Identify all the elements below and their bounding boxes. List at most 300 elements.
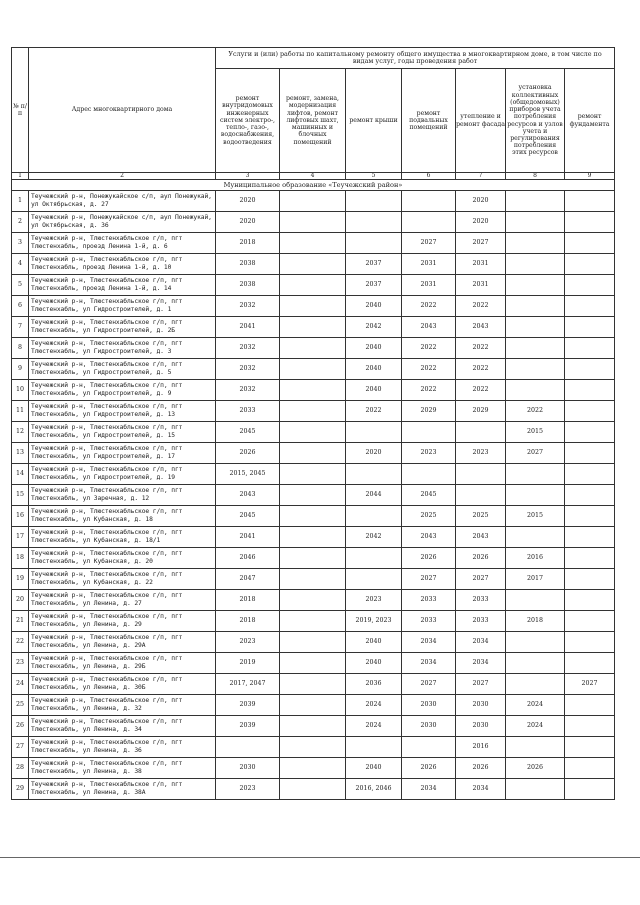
header-meters: установка коллективных (общедомовых) приборов учета потребления ресурсов и узлов учета и регулирования потребления этих ресурсов [506,69,565,173]
cell-engineering-systems: 2039 [216,716,280,737]
cell-foundation [565,317,615,338]
cell-engineering-systems: 2032 [216,380,280,401]
header-elevators: ремонт, замена, модернизация лифтов, ремонт лифтовых шахт, машинных и блочных помещений [280,69,346,173]
cell-foundation [565,338,615,359]
row-address: Теучежский р-н, Тлюстенхабльское г/п, пгт Тлюстенхабль, ул Гидростроителей, д. 17 [29,443,216,464]
cell-foundation [565,548,615,569]
row-number: 24 [12,674,29,695]
header-engineering-systems: ремонт внутридомовых инженерных систем электро-, тепло-, газо-, водоснабжения, водоотведения [216,69,280,173]
row-address: Теучежский р-н, Тлюстенхабльское г/п, пгт Тлюстенхабль, ул Гидростроителей, д. 5 [29,359,216,380]
table-row [12,590,615,611]
column-number: 9 [565,173,615,180]
cell-basement: 2026 [402,548,456,569]
cell-foundation [565,254,615,275]
cell-meters [506,338,565,359]
header-foundation: ремонт фундамента [565,69,615,173]
cell-engineering-systems: 2032 [216,296,280,317]
row-number: 14 [12,464,29,485]
cell-roof: 2020 [346,443,402,464]
row-number: 4 [12,254,29,275]
row-address: Теучежский р-н, Тлюстенхабльское г/п, пгт Тлюстенхабль, ул Гидростроителей, д. 13 [29,401,216,422]
row-number: 23 [12,653,29,674]
cell-engineering-systems: 2033 [216,401,280,422]
cell-roof: 2040 [346,296,402,317]
capital-repair-schedule-table [11,47,614,800]
cell-basement [402,191,456,212]
cell-engineering-systems: 2039 [216,695,280,716]
row-number: 7 [12,317,29,338]
table-row [12,401,615,422]
table-row [12,716,615,737]
cell-basement: 2022 [402,296,456,317]
cell-foundation [565,422,615,443]
cell-elevators [280,422,346,443]
cell-engineering-systems: 2043 [216,485,280,506]
cell-roof: 2042 [346,527,402,548]
cell-roof: 2024 [346,716,402,737]
column-number: 5 [346,173,402,180]
cell-roof: 2023 [346,590,402,611]
cell-facade: 2025 [456,506,506,527]
cell-meters: 2024 [506,716,565,737]
row-address: Теучежский р-н, Тлюстенхабльское г/п, пгт Тлюстенхабль, ул Ленина, д. 29Б [29,653,216,674]
table-row [12,422,615,443]
cell-elevators [280,653,346,674]
row-number: 25 [12,695,29,716]
cell-facade: 2043 [456,317,506,338]
schedule-table [11,47,615,800]
row-address: Теучежский р-н, Тлюстенхабльское г/п, пгт Тлюстенхабль, ул Ленина, д. 30Б [29,674,216,695]
cell-basement: 2031 [402,275,456,296]
cell-elevators [280,359,346,380]
row-number: 19 [12,569,29,590]
column-number: 2 [29,173,216,180]
cell-facade: 2031 [456,254,506,275]
cell-meters [506,359,565,380]
cell-basement [402,737,456,758]
cell-meters [506,464,565,485]
row-number: 2 [12,212,29,233]
cell-roof: 2019, 2023 [346,611,402,632]
row-address: Теучежский р-н, Тлюстенхабльское г/п, пгт Тлюстенхабль, ул Ленина, д. 29 [29,611,216,632]
header-facade: утепление и ремонт фасада [456,69,506,173]
header-services-title: Услуги и (или) работы по капитальному ремонту общего имущества в многоквартирном доме, в том числе по видам услуг, годы проведения работ [216,48,615,69]
cell-elevators [280,443,346,464]
cell-engineering-systems: 2041 [216,317,280,338]
row-address: Теучежский р-н, Тлюстенхабльское г/п, пгт Тлюстенхабль, ул Гидростроителей, д. 15 [29,422,216,443]
cell-meters [506,737,565,758]
cell-facade: 2027 [456,569,506,590]
cell-engineering-systems: 2018 [216,590,280,611]
table-row [12,254,615,275]
cell-facade: 2020 [456,212,506,233]
cell-engineering-systems: 2038 [216,254,280,275]
cell-roof [346,737,402,758]
row-number: 18 [12,548,29,569]
row-address: Теучежский р-н, Тлюстенхабльское г/п, пгт Тлюстенхабль, ул Гидростроителей, д. 9 [29,380,216,401]
cell-facade: 2029 [456,401,506,422]
cell-engineering-systems: 2030 [216,758,280,779]
header-address: Адрес многоквартирного дома [29,48,216,173]
row-number: 13 [12,443,29,464]
cell-engineering-systems: 2032 [216,359,280,380]
cell-elevators [280,632,346,653]
page-divider [0,857,640,858]
cell-basement: 2022 [402,359,456,380]
cell-facade: 2034 [456,653,506,674]
cell-facade [456,485,506,506]
cell-elevators [280,506,346,527]
cell-foundation [565,653,615,674]
header-roof: ремонт крыши [346,69,402,173]
cell-facade: 2026 [456,548,506,569]
cell-basement: 2043 [402,527,456,548]
row-number: 27 [12,737,29,758]
cell-roof: 2040 [346,380,402,401]
cell-basement: 2033 [402,611,456,632]
cell-foundation [565,275,615,296]
cell-meters [506,380,565,401]
cell-elevators [280,485,346,506]
row-address: Теучежский р-н, Тлюстенхабльское г/п, пгт Тлюстенхабль, ул Ленина, д. 38А [29,779,216,800]
cell-facade: 2022 [456,296,506,317]
cell-facade: 2027 [456,674,506,695]
cell-elevators [280,317,346,338]
cell-meters: 2016 [506,548,565,569]
cell-facade: 2023 [456,443,506,464]
cell-basement [402,212,456,233]
table-row [12,212,615,233]
row-number: 8 [12,338,29,359]
cell-facade: 2020 [456,191,506,212]
column-number-row [12,173,615,180]
cell-basement: 2034 [402,632,456,653]
cell-engineering-systems: 2047 [216,569,280,590]
cell-foundation [565,464,615,485]
table-row [12,758,615,779]
cell-foundation [565,737,615,758]
table-row [12,653,615,674]
table-row [12,443,615,464]
cell-engineering-systems: 2023 [216,779,280,800]
row-number: 20 [12,590,29,611]
row-number: 3 [12,233,29,254]
row-address: Теучежский р-н, Тлюстенхабльское г/п, пгт Тлюстенхабль, проезд Ленина 1-й, д. 6 [29,233,216,254]
cell-elevators [280,254,346,275]
cell-foundation [565,191,615,212]
row-address: Теучежский р-н, Тлюстенхабльское г/п, пгт Тлюстенхабль, ул Кубанская, д. 22 [29,569,216,590]
row-number: 10 [12,380,29,401]
cell-engineering-systems: 2018 [216,611,280,632]
cell-engineering-systems: 2045 [216,506,280,527]
row-address: Теучежский р-н, Тлюстенхабльское г/п, пгт Тлюстенхабль, ул Кубанская, д. 20 [29,548,216,569]
cell-facade [456,422,506,443]
cell-meters: 2015 [506,422,565,443]
cell-meters [506,632,565,653]
table-row [12,275,615,296]
cell-meters: 2026 [506,758,565,779]
table-row [12,674,615,695]
cell-basement: 2034 [402,653,456,674]
cell-meters [506,527,565,548]
cell-foundation [565,758,615,779]
municipality-row [12,180,615,191]
cell-meters [506,653,565,674]
cell-basement: 2033 [402,590,456,611]
cell-roof: 2040 [346,359,402,380]
cell-engineering-systems: 2038 [216,275,280,296]
cell-roof [346,233,402,254]
cell-roof: 2040 [346,338,402,359]
cell-meters [506,485,565,506]
cell-facade: 2022 [456,359,506,380]
cell-elevators [280,380,346,401]
cell-roof [346,212,402,233]
row-address: Теучежский р-н, Понежукайское с/п, аул Понежукай, ул Октябрьская, д. 36 [29,212,216,233]
cell-elevators [280,464,346,485]
cell-meters [506,296,565,317]
row-address: Теучежский р-н, Тлюстенхабльское г/п, пгт Тлюстенхабль, ул Ленина, д. 27 [29,590,216,611]
cell-roof: 2037 [346,254,402,275]
cell-roof: 2037 [346,275,402,296]
cell-roof: 2024 [346,695,402,716]
cell-elevators [280,674,346,695]
cell-foundation [565,401,615,422]
row-address: Теучежский р-н, Тлюстенхабльское г/п, пгт Тлюстенхабль, проезд Ленина 1-й, д. 10 [29,254,216,275]
cell-engineering-systems: 2032 [216,338,280,359]
cell-foundation: 2027 [565,674,615,695]
cell-meters [506,233,565,254]
cell-basement: 2025 [402,506,456,527]
cell-facade: 2031 [456,275,506,296]
cell-facade: 2016 [456,737,506,758]
cell-basement [402,464,456,485]
row-address: Теучежский р-н, Тлюстенхабльское г/п, пгт Тлюстенхабль, ул Гидростроителей, д. 2Б [29,317,216,338]
cell-roof: 2016, 2046 [346,779,402,800]
cell-meters [506,779,565,800]
cell-meters: 2027 [506,443,565,464]
header-number: № п/п [12,48,29,173]
table-row [12,632,615,653]
table-row [12,737,615,758]
cell-basement: 2022 [402,380,456,401]
cell-foundation [565,695,615,716]
cell-meters: 2024 [506,695,565,716]
cell-foundation [565,716,615,737]
cell-facade [456,464,506,485]
cell-engineering-systems: 2026 [216,443,280,464]
cell-engineering-systems: 2019 [216,653,280,674]
cell-elevators [280,212,346,233]
table-row [12,485,615,506]
row-number: 22 [12,632,29,653]
cell-elevators [280,569,346,590]
table-row [12,695,615,716]
cell-facade: 2033 [456,611,506,632]
cell-engineering-systems: 2018 [216,233,280,254]
cell-foundation [565,485,615,506]
cell-engineering-systems: 2045 [216,422,280,443]
cell-engineering-systems: 2017, 2047 [216,674,280,695]
row-address: Теучежский р-н, Тлюстенхабльское г/п, пгт Тлюстенхабль, ул Кубанская, д. 18/1 [29,527,216,548]
cell-meters [506,191,565,212]
table-row [12,338,615,359]
cell-basement: 2027 [402,569,456,590]
cell-basement: 2045 [402,485,456,506]
cell-engineering-systems: 2015, 2045 [216,464,280,485]
row-address: Теучежский р-н, Тлюстенхабльское г/п, пгт Тлюстенхабль, ул Ленина, д. 38 [29,758,216,779]
cell-engineering-systems: 2020 [216,191,280,212]
table-row [12,569,615,590]
cell-facade: 2034 [456,779,506,800]
cell-basement: 2022 [402,338,456,359]
cell-basement: 2027 [402,674,456,695]
cell-elevators [280,590,346,611]
row-address: Теучежский р-н, Тлюстенхабльское г/п, пгт Тлюстенхабль, ул Гидростроителей, д. 19 [29,464,216,485]
cell-roof [346,422,402,443]
table-row [12,359,615,380]
cell-roof [346,464,402,485]
column-number: 8 [506,173,565,180]
cell-elevators [280,338,346,359]
cell-foundation [565,212,615,233]
cell-foundation [565,380,615,401]
cell-facade: 2022 [456,380,506,401]
row-number: 11 [12,401,29,422]
row-address: Теучежский р-н, Тлюстенхабльское г/п, пгт Тлюстенхабль, ул Ленина, д. 29А [29,632,216,653]
cell-foundation [565,233,615,254]
cell-foundation [565,296,615,317]
cell-elevators [280,527,346,548]
cell-meters: 2022 [506,401,565,422]
column-number: 6 [402,173,456,180]
row-address: Теучежский р-н, Тлюстенхабльское г/п, пгт Тлюстенхабль, ул Гидростроителей, д. 3 [29,338,216,359]
cell-foundation [565,569,615,590]
row-number: 9 [12,359,29,380]
cell-facade: 2022 [456,338,506,359]
cell-engineering-systems [216,737,280,758]
cell-meters: 2017 [506,569,565,590]
table-row [12,296,615,317]
cell-meters [506,275,565,296]
table-row [12,527,615,548]
cell-foundation [565,779,615,800]
table-row [12,779,615,800]
cell-elevators [280,191,346,212]
cell-meters [506,590,565,611]
cell-roof [346,548,402,569]
cell-elevators [280,401,346,422]
cell-roof: 2042 [346,317,402,338]
row-number: 28 [12,758,29,779]
cell-basement: 2030 [402,716,456,737]
cell-foundation [565,443,615,464]
row-address: Теучежский р-н, Тлюстенхабльское г/п, пгт Тлюстенхабль, ул Гидростроителей, д. 1 [29,296,216,317]
cell-meters [506,674,565,695]
cell-elevators [280,611,346,632]
cell-roof: 2022 [346,401,402,422]
row-number: 15 [12,485,29,506]
cell-engineering-systems: 2023 [216,632,280,653]
cell-meters [506,212,565,233]
cell-facade: 2033 [456,590,506,611]
row-address: Теучежский р-н, Тлюстенхабльское г/п, пгт Тлюстенхабль, ул Ленина, д. 34 [29,716,216,737]
table-row [12,317,615,338]
cell-meters [506,254,565,275]
cell-foundation [565,611,615,632]
row-address: Теучежский р-н, Тлюстенхабльское г/п, пгт Тлюстенхабль, ул Заречная, д. 12 [29,485,216,506]
cell-roof [346,191,402,212]
cell-foundation [565,590,615,611]
cell-basement: 2043 [402,317,456,338]
cell-roof [346,569,402,590]
cell-basement: 2034 [402,779,456,800]
cell-elevators [280,233,346,254]
cell-basement: 2030 [402,695,456,716]
cell-elevators [280,779,346,800]
cell-roof: 2040 [346,653,402,674]
cell-meters: 2015 [506,506,565,527]
cell-meters [506,317,565,338]
cell-elevators [280,716,346,737]
cell-elevators [280,275,346,296]
row-number: 6 [12,296,29,317]
row-number: 12 [12,422,29,443]
cell-basement [402,422,456,443]
cell-roof: 2040 [346,758,402,779]
cell-roof: 2036 [346,674,402,695]
cell-elevators [280,296,346,317]
cell-engineering-systems: 2046 [216,548,280,569]
row-number: 5 [12,275,29,296]
cell-elevators [280,737,346,758]
row-number: 16 [12,506,29,527]
cell-foundation [565,506,615,527]
column-number: 3 [216,173,280,180]
cell-facade: 2027 [456,233,506,254]
cell-foundation [565,632,615,653]
column-number: 1 [12,173,29,180]
cell-basement: 2027 [402,233,456,254]
row-number: 21 [12,611,29,632]
row-number: 1 [12,191,29,212]
row-number: 17 [12,527,29,548]
cell-facade: 2030 [456,716,506,737]
cell-facade: 2034 [456,632,506,653]
column-number: 4 [280,173,346,180]
table-row [12,464,615,485]
cell-facade: 2043 [456,527,506,548]
row-address: Теучежский р-н, Тлюстенхабльское г/п, пгт Тлюстенхабль, ул Кубанская, д. 18 [29,506,216,527]
row-number: 26 [12,716,29,737]
cell-facade: 2026 [456,758,506,779]
row-address: Теучежский р-н, Понежукайское с/п, аул Понежукай, ул Октябрьская, д. 27 [29,191,216,212]
cell-roof: 2044 [346,485,402,506]
municipality-title: Муниципальное образование «Теучежский район» [12,180,615,191]
table-row [12,233,615,254]
cell-elevators [280,758,346,779]
cell-basement: 2023 [402,443,456,464]
table-row [12,611,615,632]
cell-basement: 2031 [402,254,456,275]
table-row [12,506,615,527]
table-row [12,548,615,569]
row-address: Теучежский р-н, Тлюстенхабльское г/п, пгт Тлюстенхабль, проезд Ленина 1-й, д. 14 [29,275,216,296]
cell-basement: 2029 [402,401,456,422]
column-number: 7 [456,173,506,180]
row-number: 29 [12,779,29,800]
header-basement: ремонт подвальных помещений [402,69,456,173]
